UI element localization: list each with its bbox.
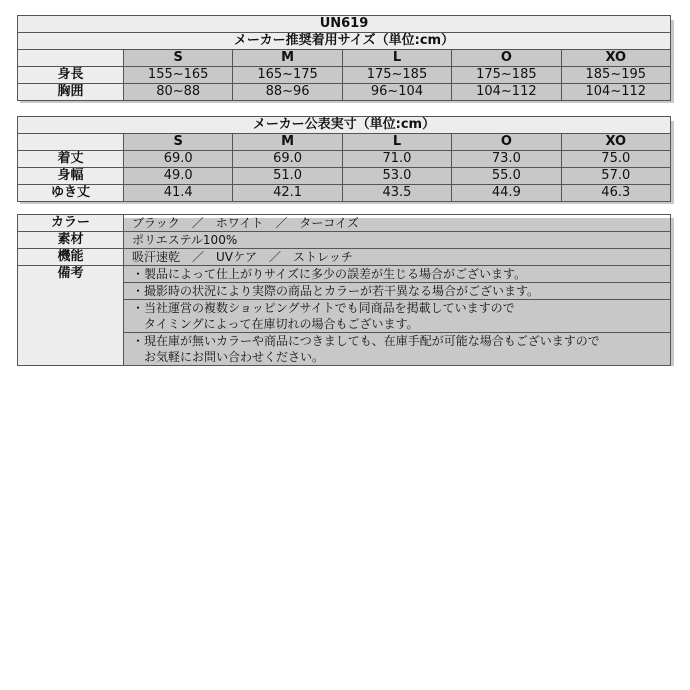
table-cell: 165~175 <box>233 67 342 84</box>
table-cell: 69.0 <box>233 151 342 168</box>
spec-label-function: 機能 <box>18 249 124 266</box>
row-label: 身長 <box>18 67 124 84</box>
spec-label-notes: 備考 <box>18 266 124 366</box>
table-row <box>18 151 671 168</box>
table-cell: 96~104 <box>342 84 451 101</box>
spec-value-color: ブラック ／ ホワイト ／ ターコイズ <box>124 215 671 232</box>
table-row <box>18 84 671 101</box>
table-cell: 69.0 <box>124 151 233 168</box>
size-header: S <box>124 134 233 151</box>
table-cell: 57.0 <box>561 168 670 185</box>
table-cell: 175~185 <box>452 67 561 84</box>
table-row <box>18 67 671 84</box>
spec-row <box>18 215 671 232</box>
table-cell: 53.0 <box>342 168 451 185</box>
actual-measurement-table <box>17 116 671 202</box>
row-label: 身幅 <box>18 168 124 185</box>
size-header: L <box>342 134 451 151</box>
table-cell: 80~88 <box>124 84 233 101</box>
spec-label-color: カラー <box>18 215 124 232</box>
table-cell: 43.5 <box>342 185 451 202</box>
recommended-table-title: メーカー推奨着用サイズ（単位:cm） <box>18 33 671 50</box>
size-header: L <box>342 50 451 67</box>
size-header: O <box>452 134 561 151</box>
size-header: O <box>452 50 561 67</box>
table-row <box>18 168 671 185</box>
row-label: 胸囲 <box>18 84 124 101</box>
product-spec-table <box>17 214 671 366</box>
spec-row <box>18 249 671 266</box>
table-cell: 55.0 <box>452 168 561 185</box>
spec-row <box>18 232 671 249</box>
recommended-size-table <box>17 15 671 101</box>
spec-value-material: ポリエステル100% <box>124 232 671 249</box>
table-cell: 185~195 <box>561 67 670 84</box>
table-row <box>18 185 671 202</box>
size-header: M <box>233 50 342 67</box>
size-header: XO <box>561 134 670 151</box>
table-cell: 175~185 <box>342 67 451 84</box>
row-label: 着丈 <box>18 151 124 168</box>
spec-row <box>18 266 671 283</box>
table-cell: 46.3 <box>561 185 670 202</box>
size-header: XO <box>561 50 670 67</box>
note-line: ・撮影時の状況により実際の商品とカラーが若干異なる場合がございます。 <box>124 283 671 300</box>
table-cell: 88~96 <box>233 84 342 101</box>
actual-table-title: メーカー公表実寸（単位:cm） <box>18 117 671 134</box>
note-line: タイミングによって在庫切れの場合もございます。 <box>124 316 671 333</box>
table-cell: 41.4 <box>124 185 233 202</box>
table-cell: 42.1 <box>233 185 342 202</box>
note-line: ・現在庫が無いカラーや商品につきましても、在庫手配が可能な場合もございますので <box>124 333 671 350</box>
header-corner <box>18 134 124 151</box>
model-number: UN619 <box>18 16 671 33</box>
table-cell: 51.0 <box>233 168 342 185</box>
note-line: お気軽にお問い合わせください。 <box>124 349 671 366</box>
table-cell: 73.0 <box>452 151 561 168</box>
table-cell: 49.0 <box>124 168 233 185</box>
row-label: ゆき丈 <box>18 185 124 202</box>
table-cell: 155~165 <box>124 67 233 84</box>
size-header: M <box>233 134 342 151</box>
note-line: ・製品によって仕上がりサイズに多少の誤差が生じる場合がございます。 <box>124 266 671 283</box>
table-cell: 104~112 <box>561 84 670 101</box>
table-cell: 75.0 <box>561 151 670 168</box>
table-cell: 71.0 <box>342 151 451 168</box>
table-cell: 44.9 <box>452 185 561 202</box>
note-line: ・当社運営の複数ショッピングサイトでも同商品を掲載していますので <box>124 300 671 317</box>
table-cell: 104~112 <box>452 84 561 101</box>
header-corner <box>18 50 124 67</box>
spec-value-function: 吸汗速乾 ／ UVケア ／ ストレッチ <box>124 249 671 266</box>
size-header: S <box>124 50 233 67</box>
spec-label-material: 素材 <box>18 232 124 249</box>
